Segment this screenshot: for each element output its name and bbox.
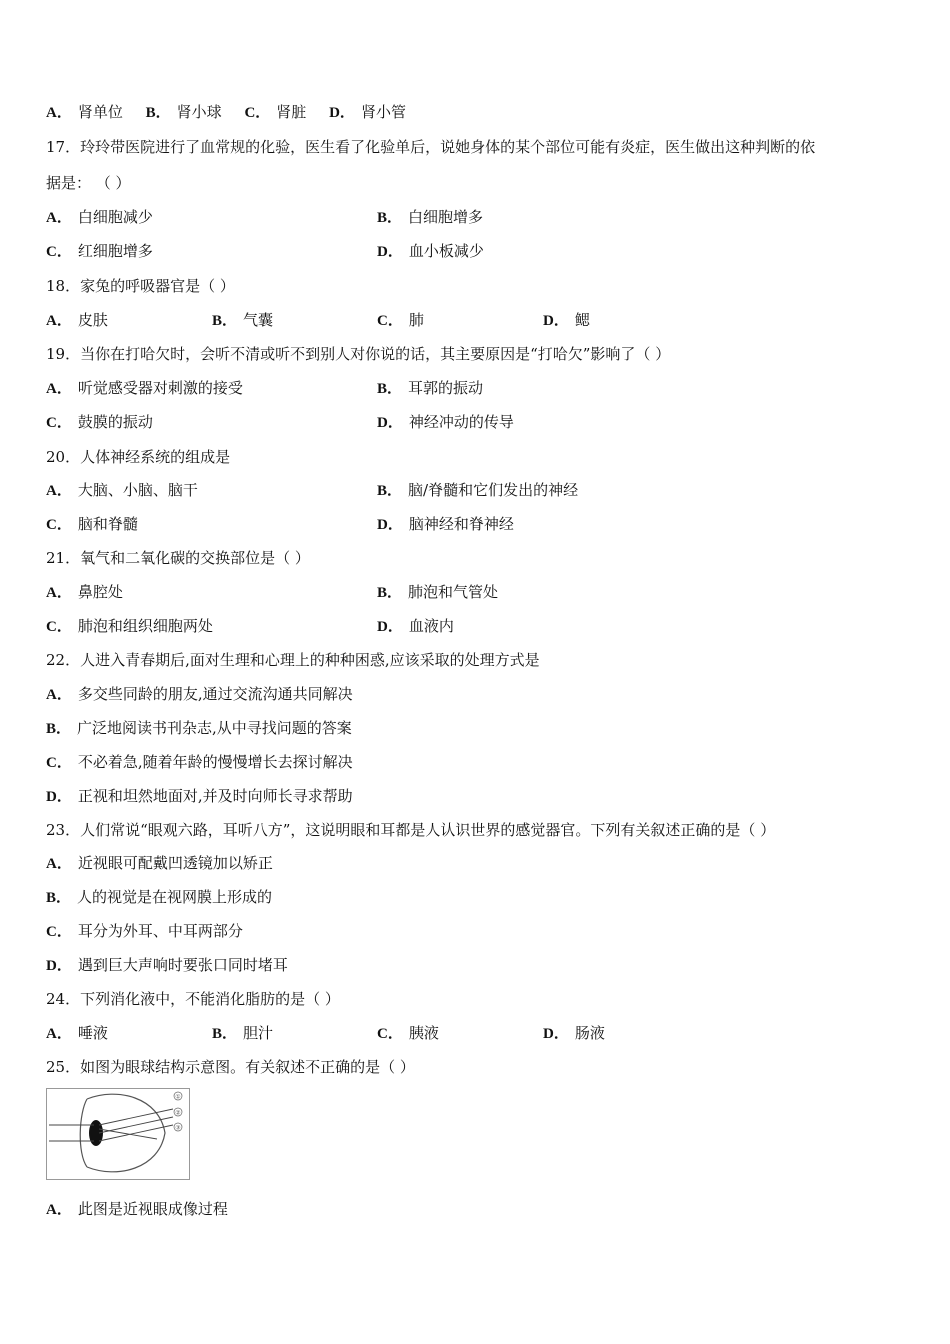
q20-stem: 20．人体神经系统的组成是 <box>46 448 231 466</box>
cornea-outline <box>80 1099 87 1167</box>
q22-stem: 22．人进入青春期后,面对生理和心理上的种种困惑,应该采取的处理方式是 <box>46 651 540 669</box>
q25-option-a[interactable]: A． 此图是近视眼成像过程 <box>46 1200 228 1218</box>
eyeball-diagram <box>47 1089 187 1177</box>
q21-stem: 21．氧气和二氧化碳的交换部位是（ ） <box>46 549 310 567</box>
q16-option-d[interactable]: D． 肾小管 <box>329 103 406 121</box>
q22-option-a[interactable]: A． 多交些同龄的朋友,通过交流沟通共同解决 <box>46 685 353 703</box>
q24-option-b[interactable]: B． 胆汁 <box>212 1024 274 1042</box>
q23-option-d[interactable]: D． 遇到巨大声响时要张口同时堵耳 <box>46 956 288 974</box>
q19-option-a[interactable]: A． 听觉感受器对刺激的接受 <box>46 379 243 397</box>
figure-label-1: ① <box>175 1093 181 1101</box>
q17-option-c[interactable]: C． 红细胞增多 <box>46 242 153 260</box>
q16-option-a[interactable]: A． 肾单位 <box>46 103 123 121</box>
q24-stem: 24．下列消化液中，不能消化脂肪的是（ ） <box>46 990 340 1008</box>
q24-option-d[interactable]: D． 肠液 <box>543 1024 605 1042</box>
q17-option-a[interactable]: A． 白细胞减少 <box>46 208 153 226</box>
q22-option-b[interactable]: B． 广泛地阅读书刊杂志,从中寻找问题的答案 <box>46 719 352 737</box>
q25-stem: 25．如图为眼球结构示意图。有关叙述不正确的是（ ） <box>46 1058 415 1076</box>
q21-option-b[interactable]: B． 肺泡和气管处 <box>377 583 499 601</box>
q19-stem: 19．当你在打哈欠时，会听不清或听不到别人对你说的话，其主要原因是“打哈欠”影响了（ ） <box>46 345 671 363</box>
q18-option-a[interactable]: A． 皮肤 <box>46 311 108 329</box>
figure-label-2: ② <box>175 1109 181 1117</box>
q20-option-a[interactable]: A． 大脑、小脑、脑干 <box>46 481 198 499</box>
eyeball-structure-figure <box>46 1088 190 1180</box>
q23-option-c[interactable]: C． 耳分为外耳、中耳两部分 <box>46 922 243 940</box>
q24-option-c[interactable]: C． 胰液 <box>377 1024 439 1042</box>
q20-option-b[interactable]: B． 脑/脊髓和它们发出的神经 <box>377 481 579 499</box>
q21-option-a[interactable]: A． 鼻腔处 <box>46 583 123 601</box>
figure-label-3: ③ <box>175 1124 181 1132</box>
q22-option-c[interactable]: C． 不必着急,随着年龄的慢慢增长去探讨解决 <box>46 753 353 771</box>
q19-option-b[interactable]: B． 耳郭的振动 <box>377 379 484 397</box>
q19-option-c[interactable]: C． 鼓膜的振动 <box>46 413 153 431</box>
q16-option-b[interactable]: B． 肾小球 <box>145 103 222 121</box>
q16-options-row <box>46 102 406 123</box>
q17-option-b[interactable]: B． 白细胞增多 <box>377 208 484 226</box>
q23-stem: 23．人们常说“眼观六路，耳听八方”，这说明眼和耳都是人认识世界的感觉器官。下列有关叙述正确的是（ ） <box>46 821 776 839</box>
q24-option-a[interactable]: A． 唾液 <box>46 1024 108 1042</box>
q22-option-d[interactable]: D． 正视和坦然地面对,并及时向师长寻求帮助 <box>46 787 353 805</box>
q18-option-d[interactable]: D． 鳃 <box>543 311 590 329</box>
q20-option-d[interactable]: D． 脑神经和脊神经 <box>377 515 514 533</box>
q21-option-d[interactable]: D． 血液内 <box>377 617 454 635</box>
q23-option-b[interactable]: B． 人的视觉是在视网膜上形成的 <box>46 888 273 906</box>
q21-option-c[interactable]: C． 肺泡和组织细胞两处 <box>46 617 213 635</box>
q17-stem-line1: 17．玲玲带医院进行了血常规的化验，医生看了化验单后，说她身体的某个部位可能有炎症，医生做出这种判断的依 <box>46 138 816 156</box>
q23-option-a[interactable]: A． 近视眼可配戴凹透镜加以矫正 <box>46 854 273 872</box>
q17-option-d[interactable]: D． 血小板减少 <box>377 242 484 260</box>
q18-stem: 18．家兔的呼吸器官是（ ） <box>46 277 235 295</box>
q18-option-b[interactable]: B． 气囊 <box>212 311 274 329</box>
q17-stem-line2: 据是： （ ） <box>46 174 131 192</box>
refracted-ray-2 <box>99 1125 173 1141</box>
q20-option-c[interactable]: C． 脑和脊髓 <box>46 515 138 533</box>
q18-option-c[interactable]: C． 肺 <box>377 311 424 329</box>
q16-option-c[interactable]: C． 肾脏 <box>244 103 307 121</box>
q19-option-d[interactable]: D． 神经冲动的传导 <box>377 413 514 431</box>
